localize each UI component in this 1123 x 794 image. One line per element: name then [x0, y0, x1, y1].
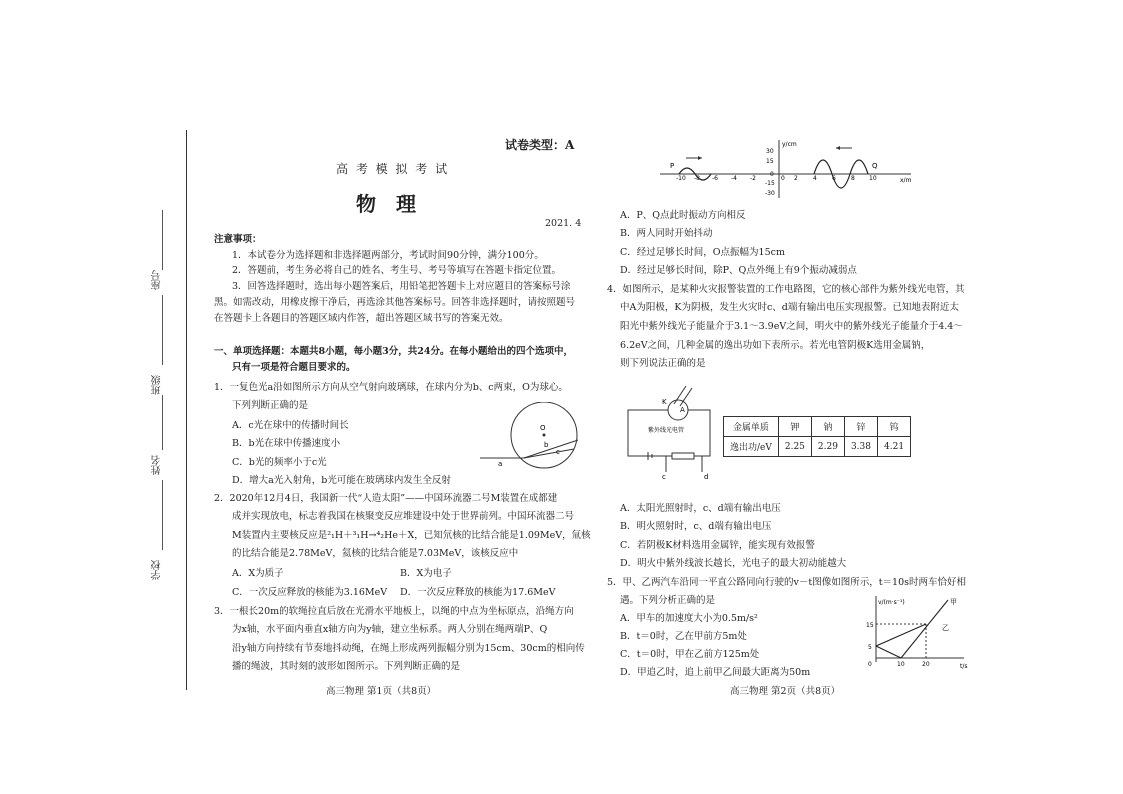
v-unit: v/(m·s⁻¹): [878, 599, 905, 606]
line-yi-decel: [876, 646, 901, 658]
q1-option-b: B．b光在球中传播速度小: [232, 438, 341, 449]
q1-stem-2: 下列判断正确的是: [232, 400, 309, 411]
arrow-q-head: [836, 146, 840, 150]
q1-figure: [478, 402, 588, 470]
paper-type: 试卷类型：A: [505, 138, 575, 152]
q1-option-a: A．c光在球中的传播时间长: [232, 420, 349, 431]
label-yi: 乙: [942, 624, 949, 632]
school-blank: [162, 480, 163, 550]
ray-c: [524, 449, 574, 458]
label-c: c: [662, 473, 666, 480]
t-unit: t/s: [960, 663, 968, 670]
notice-title: 注意事项：: [214, 234, 262, 245]
q4-option-c: C．若阴极K材料选用金属锌，能实现有效报警: [620, 540, 815, 551]
section1-title: 一、单项选择题：本题共8小题，每小题3分，共24分。在每小题给出的四个选项中，: [214, 346, 573, 357]
notice-item-3: 3．回答选择题时，选出每小题答案后，用铅笔把答题卡上对应题目的答案标号涂: [232, 281, 571, 292]
table-header: 金属单质: [724, 417, 779, 437]
table-cell: 2.29: [811, 437, 844, 457]
seat-blank: [162, 210, 163, 270]
q2-stem-3: M装置内主要核反应是²₁H＋³₁H→⁴₂He＋X，已知氘核的比结合能是1.09MeV，氚核: [232, 530, 591, 541]
q4-stem-2: 中A为阳极，K为阴极，发生火灾时c、d端有输出电压实现报警。已知地表附近太: [620, 302, 959, 313]
notice-item-3-cont2: 在答题卡上各题目的答题区域内作答，超出答题区域书写的答案无效。: [214, 313, 509, 324]
q5-stem-2: 遇。下列分析正确的是: [620, 595, 716, 606]
q4-option-d: D．明火中紫外线波长越长，光电子的最大初动能越大: [620, 558, 847, 569]
ytick-neg30: -30: [765, 190, 775, 197]
q2-option-c: C．一次反应释放的核能为3.16MeV: [232, 587, 388, 598]
resistor: [672, 453, 694, 459]
phototube: [668, 400, 688, 420]
q4-option-a: A．太阳光照射时，c、d端有输出电压: [620, 503, 781, 514]
notice-item-2: 2．答题前，考生务必将自己的姓名、考生号、考号等填写在答题卡指定位置。: [232, 265, 562, 276]
point-p: P: [670, 162, 675, 170]
ytick-neg15: -15: [765, 180, 775, 187]
work-function-table: [723, 416, 911, 457]
q3-stem-1: 3．一根长20m的软绳拉直后放在光滑水平地板上，以绳的中点为坐标原点，沿绳方向: [214, 606, 574, 617]
q3-option-b: B．两人同时开始抖动: [620, 228, 713, 239]
q2-option-d: D．一次反应释放的核能为17.6MeV: [400, 587, 556, 598]
q2-stem-2: 成并实现放电，标志着我国在核聚变反应堆建设中处于世界前列。中国环流器二号: [232, 511, 575, 522]
notice-item-1: 1．本试卷分为选择题和非选择题两部分，考试时间90分钟，满分100分。: [232, 250, 544, 261]
table-row: [724, 437, 911, 457]
center-point: [543, 434, 546, 437]
q5-stem-1: 5．甲、乙两汽车沿同一平直公路同向行驶的v－t图像如图所示，t＝10s时两车恰好相: [607, 577, 967, 588]
section1-title-2: 只有一项是符合题目要求的。: [232, 362, 356, 373]
q5-option-b: B．t＝0时，乙在甲前方5m处: [620, 631, 747, 642]
ytick-15: 15: [766, 158, 774, 165]
q4-stem-1: 4．如图所示，是某种火灾报警装置的工作电路图，它的核心部件为紫外线光电管，其: [607, 284, 965, 295]
xtick-neg6: -6: [712, 175, 718, 182]
table-header: 钨: [878, 417, 911, 437]
name-label: 姓名: [152, 455, 163, 475]
table-header: 钠: [811, 417, 844, 437]
subject-title: 物 理: [356, 192, 416, 216]
class-blank: [162, 295, 163, 365]
label-o: O: [540, 424, 546, 432]
table-cell: 4.21: [878, 437, 911, 457]
xtick-4: 4: [813, 175, 817, 182]
q1-option-c: C．b光的频率小于c光: [232, 457, 327, 468]
q5-option-d: D．甲追乙时，追上前甲乙间最大距离为50m: [620, 667, 811, 678]
y-unit: y/cm: [782, 141, 797, 148]
q1-option-d: D．增大a光入射角，b光可能在玻璃球内发生全反射: [232, 475, 451, 486]
label-a: A: [680, 406, 685, 414]
seat-label: 座号: [152, 270, 163, 290]
xtick-neg4: -4: [731, 175, 737, 182]
label-a: a: [498, 460, 503, 468]
q4-stem-3: 阳光中紫外线光子能量介于3.1～3.9eV之间，明火中的紫外线光子能量介于4.4～: [620, 321, 963, 332]
xtick-10: 10: [869, 175, 877, 182]
line-yi: [876, 624, 926, 646]
xtick-neg10: -10: [676, 175, 686, 182]
q3-stem-4: 播的绳波，其时刻的波形如图所示。下列判断正确的是: [232, 661, 461, 672]
name-blank: [162, 395, 163, 450]
notice-item-3-cont: 黑。如需改动，用橡皮擦干净后，再选涂其他答案标号。回答非选择题时，请按照题号: [214, 297, 576, 308]
q5-vt-figure: [864, 594, 968, 670]
school-label: 学校: [152, 560, 163, 580]
ytick-30: 30: [766, 148, 774, 155]
label-b: b: [544, 441, 549, 449]
vtick-15: 15: [866, 622, 874, 629]
xtick-6: 6: [832, 175, 836, 182]
tube-label: 紫外线光电管: [648, 427, 685, 434]
q2-stem-4: 的比结合能是2.78MeV，氦核的比结合能是7.03MeV，该核反应中: [232, 548, 519, 559]
table-cell: 逸出功/eV: [724, 437, 779, 457]
q1-stem-1: 1．一复色光a沿如图所示方向从空气射向玻璃球，在球内分为b、c两束，O为球心。: [214, 382, 568, 393]
xtick-2: 2: [794, 175, 798, 182]
ytick-0: 0: [770, 171, 774, 178]
q5-option-c: C．t＝0时，甲在乙前方125m处: [620, 649, 760, 660]
table-cell: 3.38: [844, 437, 877, 457]
q3-option-c: C．经过足够长时间，O点振幅为15cm: [620, 247, 785, 258]
xtick-neg2: -2: [750, 175, 756, 182]
class-label: 班级: [152, 375, 163, 395]
q3-stem-2: 为x轴，水平面内垂直x轴方向为y轴，建立坐标系。两人分别在绳两端P、Q: [232, 624, 548, 635]
origin: 0: [868, 661, 872, 668]
binding-line: [186, 130, 187, 690]
footer-left: 高三物理 第1页（共8页）: [326, 686, 437, 697]
q2-option-b: B．X为电子: [400, 568, 452, 579]
label-d: d: [704, 473, 709, 480]
vtick-5: 5: [868, 644, 872, 651]
label-c: c: [556, 448, 560, 456]
table-header: 锌: [844, 417, 877, 437]
exam-date: 2021. 4: [545, 218, 582, 229]
q3-stem-3: 沿y轴方向持续有节奏地抖动绳，在绳上形成两列振幅分别为15cm、30cm的相向传: [232, 643, 585, 654]
ttick-10: 10: [897, 661, 905, 668]
q3-option-a: A．P、Q点此时振动方向相反: [620, 210, 746, 221]
q4-stem-5: 则下列说法正确的是: [620, 358, 706, 369]
table-cell: 2.25: [778, 437, 811, 457]
q4-circuit-figure: [622, 382, 722, 480]
xtick-0: 0: [781, 175, 785, 182]
q4-stem-4: 6.2eV之间，几种金属的逸出功如下表所示。若光电管阴极K选用金属钠，: [620, 340, 931, 351]
exam-title: 高 考 模 拟 考 试: [336, 162, 450, 176]
footer-right: 高三物理 第2页（共8页）: [730, 686, 841, 697]
x-unit: x/m: [900, 177, 912, 184]
q2-option-a: A．X为质子: [232, 568, 284, 579]
label-k: K: [662, 398, 667, 406]
point-q: Q: [872, 162, 878, 170]
q4-option-b: B．明火照射时，c、d端有输出电压: [620, 521, 772, 532]
q3-wave-figure: [656, 138, 926, 200]
xtick-neg8: -8: [694, 175, 700, 182]
table-header: 钾: [778, 417, 811, 437]
xtick-8: 8: [851, 175, 855, 182]
q3-option-d: D．经过足够长时间，除P、Q点外绳上有9个振动减弱点: [620, 265, 857, 276]
label-jia: 甲: [950, 598, 957, 606]
line-jia: [901, 600, 948, 658]
q2-stem-1: 2．2020年12月4日，我国新一代“人造太阳”——中国环流器二号M装置在成都建: [214, 493, 558, 504]
q5-option-a: A．甲车的加速度大小为0.5m/s²: [620, 613, 758, 624]
arrow-p-head: [698, 156, 702, 160]
ttick-20: 20: [922, 661, 930, 668]
table-row: [724, 417, 911, 437]
